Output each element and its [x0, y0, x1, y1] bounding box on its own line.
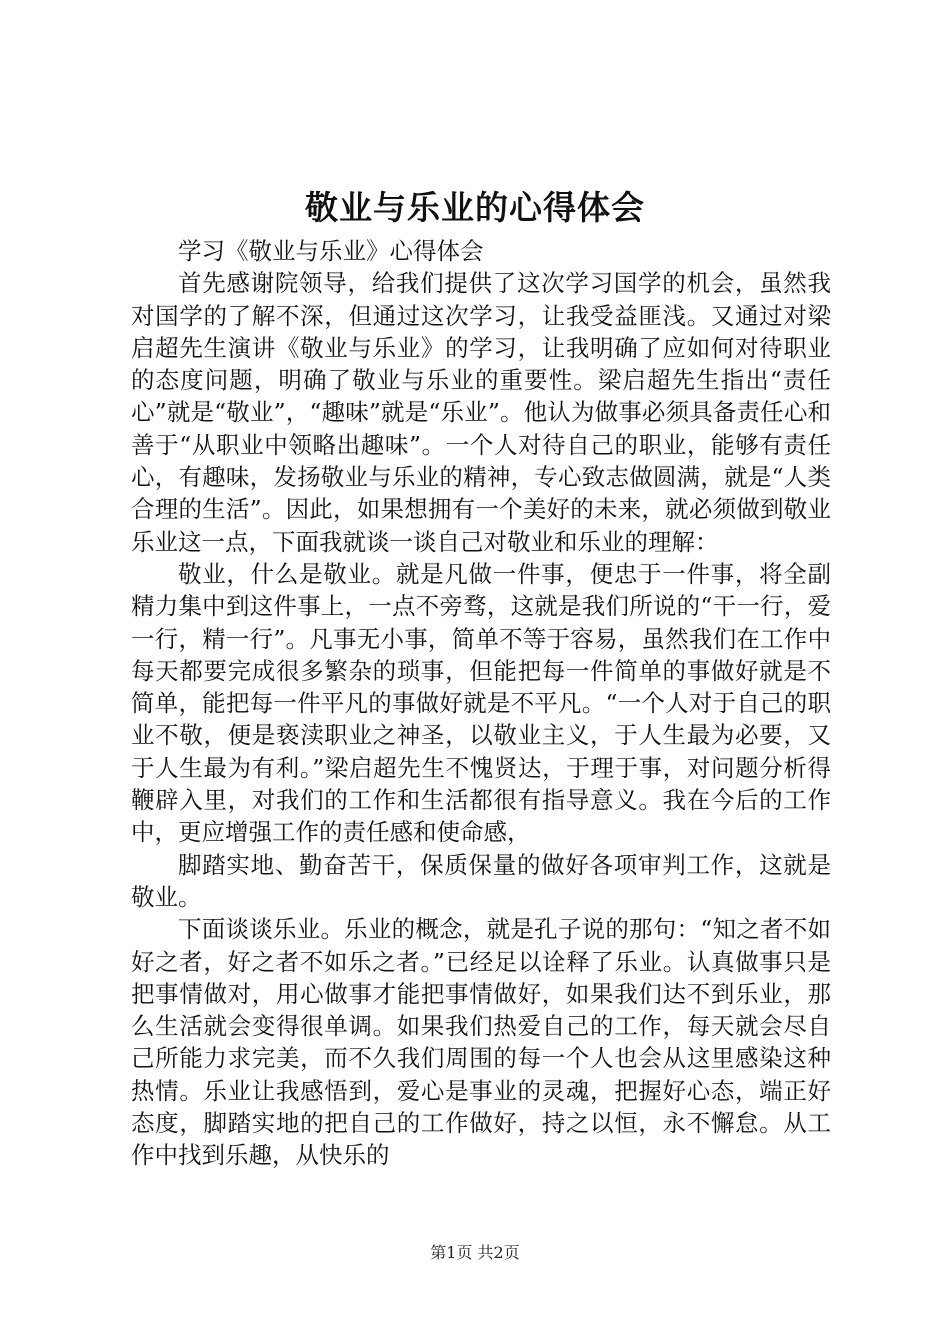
body-paragraph: 下面谈谈乐业。乐业的概念，就是孔子说的那句：“知之者不如好之者，好之者不如乐之者。”已经足以诠释了乐业。认真做事只是把事情做对，用心做事才能把事情做好，如果我们达不到乐业，那么生活就会变得很单调。如果我们热爱自己的工作，每天就会尽自己所能力求完美，而不久我们周围的每一个人也会从这里感染这种热情。乐业让我感悟到，爱心是事业的灵魂，把握好心态，端正好态度，脚踏实地的把自己的工作做好，持之以恒，永不懈怠。从工作中找到乐趣，从快乐的 — [131, 915, 831, 1170]
body-paragraph: 脚踏实地、勤奋苦干，保质保量的做好各项审判工作，这就是敬业。 — [131, 850, 831, 911]
body-paragraph: 首先感谢院领导，给我们提供了这次学习国学的机会，虽然我对国学的了解不深，但通过这次学习，让我受益匪浅。又通过对梁启超先生演讲《敬业与乐业》的学习，让我明确了应如何对待职业的态度问题，明确了敬业与乐业的重要性。梁启超先生指出“责任心”就是“敬业”，“趣味”就是“乐业”。他认为做事必须具备责任心和善于“从职业中领略出趣味”。一个人对待自己的职业，能够有责任心，有趣味，发扬敬业与乐业的精神，专心致志做圆满，就是“人类合理的生活”。因此，如果想拥有一个美好的未来，就必须做到敬业乐业这一点，下面我就谈一谈自己对敬业和乐业的理解： — [131, 269, 831, 556]
body-paragraph: 敬业，什么是敬业。就是凡做一件事，便忠于一件事，将全副精力集中到这件事上，一点不旁骛，这就是我们所说的“干一行，爱一行，精一行”。凡事无小事，简单不等于容易，虽然我们在工作中每天都要完成很多繁杂的琐事，但能把每一件简单的事做好就是不简单，能把每一件平凡的事做好就是不平凡。“一个人对于自己的职业不敬，便是亵渎职业之神圣，以敬业主义，于人生最为必要，又于人生最为有利。”梁启超先生不愧贤达，于理于事，对问题分析得鞭辟入里，对我们的工作和生活都很有指导意义。我在今后的工作中，更应增强工作的责任感和使命感， — [131, 559, 831, 847]
subtitle-paragraph: 学习《敬业与乐业》心得体会 — [178, 237, 484, 265]
page-number-footer: 第1页 共2页 — [430, 1243, 520, 1262]
document-body — [131, 235, 831, 1172]
document-title: 敬业与乐业的心得体会 — [305, 188, 645, 227]
